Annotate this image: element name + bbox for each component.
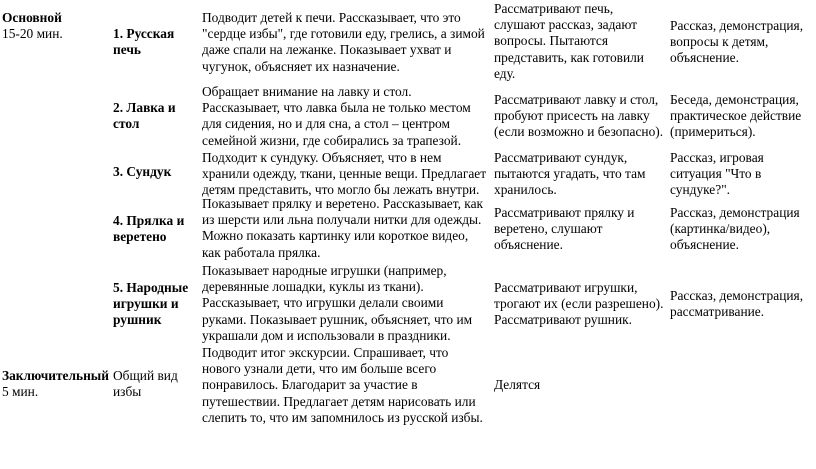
children-cell: [494, 377, 540, 393]
content-line: стол: [113, 116, 140, 132]
children-line: Рассматривают сундук,: [494, 150, 628, 165]
methods-cell: [670, 150, 764, 199]
teacher-line: из шерсти или льна получали нитки для одежды.: [202, 212, 482, 228]
children-line: Рассматривают печь,: [494, 1, 614, 16]
children-line: веретено, слушают: [494, 221, 603, 237]
content-line: 2. Лавка и: [113, 100, 176, 115]
teacher-line: украшали дом и использовали в праздники.: [202, 327, 451, 343]
children-line: еду.: [494, 65, 516, 81]
teacher-line: хранили одежду, ткани, ценные вещи. Предлагает: [202, 166, 487, 182]
content-cell: [113, 100, 176, 132]
content-line: Общий вид: [113, 368, 178, 383]
teacher-line: чугунок, объясняет их назначение.: [202, 58, 400, 74]
content-cell: [113, 280, 188, 329]
children-line: Делятся: [494, 377, 541, 392]
teacher-line: Можно показать картинку или короткое видео,: [202, 228, 469, 244]
methods-line: (примериться).: [670, 124, 756, 140]
teacher-line: детям представить, что могло бы лежать внутри.: [202, 182, 480, 198]
children-line: объяснение.: [494, 237, 563, 253]
teacher-cell: [202, 345, 483, 426]
teacher-line: Обращает внимание на лавку и стол.: [202, 84, 412, 99]
teacher-cell: [202, 196, 483, 261]
children-cell: [494, 1, 644, 82]
children-cell: [494, 92, 663, 141]
teacher-line: для сидения, но и для сна, а стол – центром: [202, 116, 450, 132]
methods-line: объяснение.: [670, 237, 739, 253]
teacher-line: "сердце избы", где готовили еду, грелись, а зимой: [202, 26, 485, 42]
children-line: пробуют присесть на лавку: [494, 108, 650, 124]
duration-label: 5 мин.: [2, 384, 39, 400]
stage-cell: [2, 368, 109, 400]
methods-line: Рассказ, демонстрация,: [670, 18, 804, 33]
duration-label: 15-20 мин.: [2, 26, 63, 42]
methods-line: вопросы к детям,: [670, 34, 769, 50]
teacher-line: Рассказывает, что лавка была не только местом: [202, 100, 471, 116]
teacher-line: деревянные лошадки, куклы из ткани).: [202, 279, 424, 295]
stage-label: Заключительный: [2, 368, 109, 383]
content-line: рушник: [113, 312, 162, 328]
content-line: веретено: [113, 229, 167, 245]
methods-line: Рассказ, демонстрация,: [670, 288, 804, 303]
children-line: Рассматривают лавку и стол,: [494, 92, 659, 107]
content-line: печь: [113, 42, 141, 58]
teacher-cell: [202, 263, 472, 344]
methods-line: Беседа, демонстрация,: [670, 92, 799, 107]
children-cell: [494, 205, 634, 254]
teacher-line: понравилось. Благодарит за участие в: [202, 377, 418, 393]
content-line: 4. Прялка и: [113, 213, 185, 228]
teacher-line: семейной жизни, где собирались за трапезой.: [202, 132, 462, 148]
children-line: Рассматривают прялку и: [494, 205, 635, 220]
content-line: 3. Сундук: [113, 164, 172, 179]
methods-cell: [670, 92, 801, 141]
children-line: слушают рассказ, задают: [494, 17, 638, 33]
methods-line: ситуация "Что в: [670, 166, 762, 182]
methods-line: объяснение.: [670, 50, 739, 66]
teacher-line: Подводит итог экскурсии. Спрашивает, что: [202, 345, 449, 360]
teacher-line: даже спали на лежанке. Показывает ухват и: [202, 42, 452, 58]
teacher-line: Подходит к сундуку. Объясняет, что в нем: [202, 150, 442, 165]
teacher-line: руками. Показывает рушник, объясняет, что им: [202, 311, 473, 327]
teacher-line: Показывает народные игрушки (например,: [202, 263, 447, 278]
content-line: 5. Народные: [113, 280, 189, 295]
methods-cell: [670, 288, 803, 320]
methods-cell: [670, 205, 800, 254]
content-line: избы: [113, 384, 142, 400]
methods-line: сундуке?".: [670, 182, 731, 198]
children-line: пытаются угадать, что там: [494, 166, 646, 182]
content-cell: [113, 164, 171, 180]
content-line: 1. Русская: [113, 26, 175, 41]
methods-line: рассматривание.: [670, 304, 765, 320]
children-line: представить, как готовили: [494, 49, 644, 65]
methods-line: Рассказ, игровая: [670, 150, 764, 165]
content-cell: [113, 368, 178, 400]
methods-line: (картинка/видео),: [670, 221, 771, 237]
stage-label: Основной: [2, 10, 62, 25]
methods-line: практическое действие: [670, 108, 802, 124]
teacher-cell: [202, 150, 486, 199]
stage-cell: [2, 10, 63, 42]
content-cell: [113, 213, 184, 245]
children-line: Рассматривают рушник.: [494, 312, 632, 328]
children-cell: [494, 150, 646, 199]
methods-cell: [670, 18, 803, 67]
teacher-cell: [202, 10, 485, 75]
children-cell: [494, 280, 663, 329]
children-line: трогают их (если разрешено).: [494, 296, 664, 312]
children-line: Рассматривают игрушки,: [494, 280, 638, 295]
teacher-line: Подводит детей к печи. Рассказывает, что это: [202, 10, 461, 25]
teacher-line: Рассказывает, что игрушки делали своими: [202, 295, 444, 311]
children-line: вопросы. Пытаются: [494, 33, 609, 49]
content-line: игрушки и: [113, 296, 179, 312]
teacher-line: слепить то, что им запомнилось из русской избы.: [202, 409, 483, 425]
methods-line: Рассказ, демонстрация: [670, 205, 800, 220]
teacher-line: Показывает прялку и веретено. Рассказывает, как: [202, 196, 484, 211]
children-line: (если возможно и безопасно).: [494, 124, 664, 140]
teacher-line: нового узнали дети, что им больше всего: [202, 361, 437, 377]
children-line: хранилось.: [494, 182, 557, 198]
content-cell: [113, 26, 174, 58]
teacher-line: как работала прялка.: [202, 244, 321, 260]
teacher-cell: [202, 84, 471, 149]
teacher-line: путешествии. Предлагает детям нарисовать или: [202, 393, 476, 409]
